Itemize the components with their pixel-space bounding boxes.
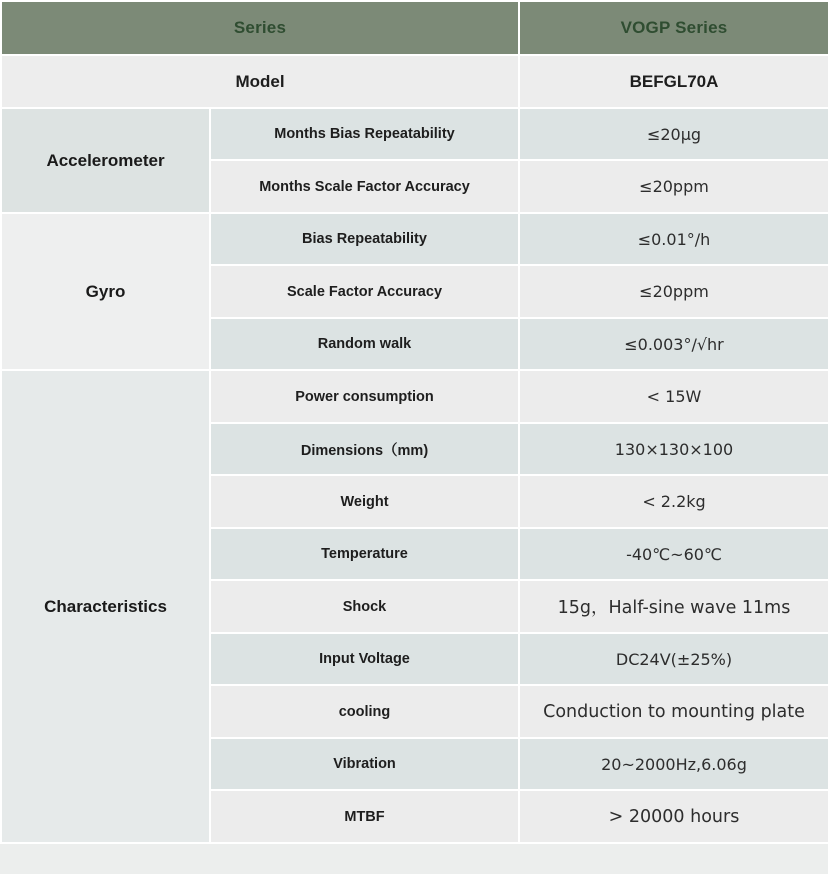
param-cell: Dimensions（mm) <box>210 423 519 475</box>
value-cell: ≤0.003°/√hr <box>519 318 828 370</box>
model-value: BEFGL70A <box>519 55 828 108</box>
series-header: Series <box>1 1 519 55</box>
param-cell: Power consumption <box>210 370 519 423</box>
table-row <box>1 370 828 423</box>
param-cell: Months Bias Repeatability <box>210 108 519 160</box>
param-cell: Shock <box>210 580 519 633</box>
param-cell: Scale Factor Accuracy <box>210 265 519 318</box>
table-row <box>1 108 828 160</box>
group-characteristics: Characteristics <box>1 370 210 843</box>
vogp-series-header: VOGP Series <box>519 1 828 55</box>
value-cell: < 15W <box>519 370 828 423</box>
value-cell: < 2.2kg <box>519 475 828 528</box>
value-cell: 130×130×100 <box>519 423 828 475</box>
param-cell: Weight <box>210 475 519 528</box>
value-cell: 20~2000Hz,6.06g <box>519 738 828 790</box>
model-label: Model <box>1 55 519 108</box>
value-cell: -40℃~60℃ <box>519 528 828 580</box>
param-cell: MTBF <box>210 790 519 843</box>
value-cell: ≤20ppm <box>519 160 828 213</box>
param-cell: Temperature <box>210 528 519 580</box>
table-row <box>1 213 828 265</box>
value-cell: DC24V(±25%) <box>519 633 828 685</box>
model-row <box>1 55 828 108</box>
param-cell: Vibration <box>210 738 519 790</box>
value-cell: 15g，Half-sine wave 11ms <box>519 580 828 633</box>
value-cell: > 20000 hours <box>519 790 828 843</box>
value-cell: ≤20ppm <box>519 265 828 318</box>
param-cell: Bias Repeatability <box>210 213 519 265</box>
param-cell: Months Scale Factor Accuracy <box>210 160 519 213</box>
value-cell: Conduction to mounting plate <box>519 685 828 738</box>
param-cell: Input Voltage <box>210 633 519 685</box>
param-cell: Random walk <box>210 318 519 370</box>
param-cell: cooling <box>210 685 519 738</box>
value-cell: ≤20μg <box>519 108 828 160</box>
group-gyro: Gyro <box>1 213 210 370</box>
value-cell: ≤0.01°/h <box>519 213 828 265</box>
group-accelerometer: Accelerometer <box>1 108 210 213</box>
header-row <box>1 1 828 55</box>
